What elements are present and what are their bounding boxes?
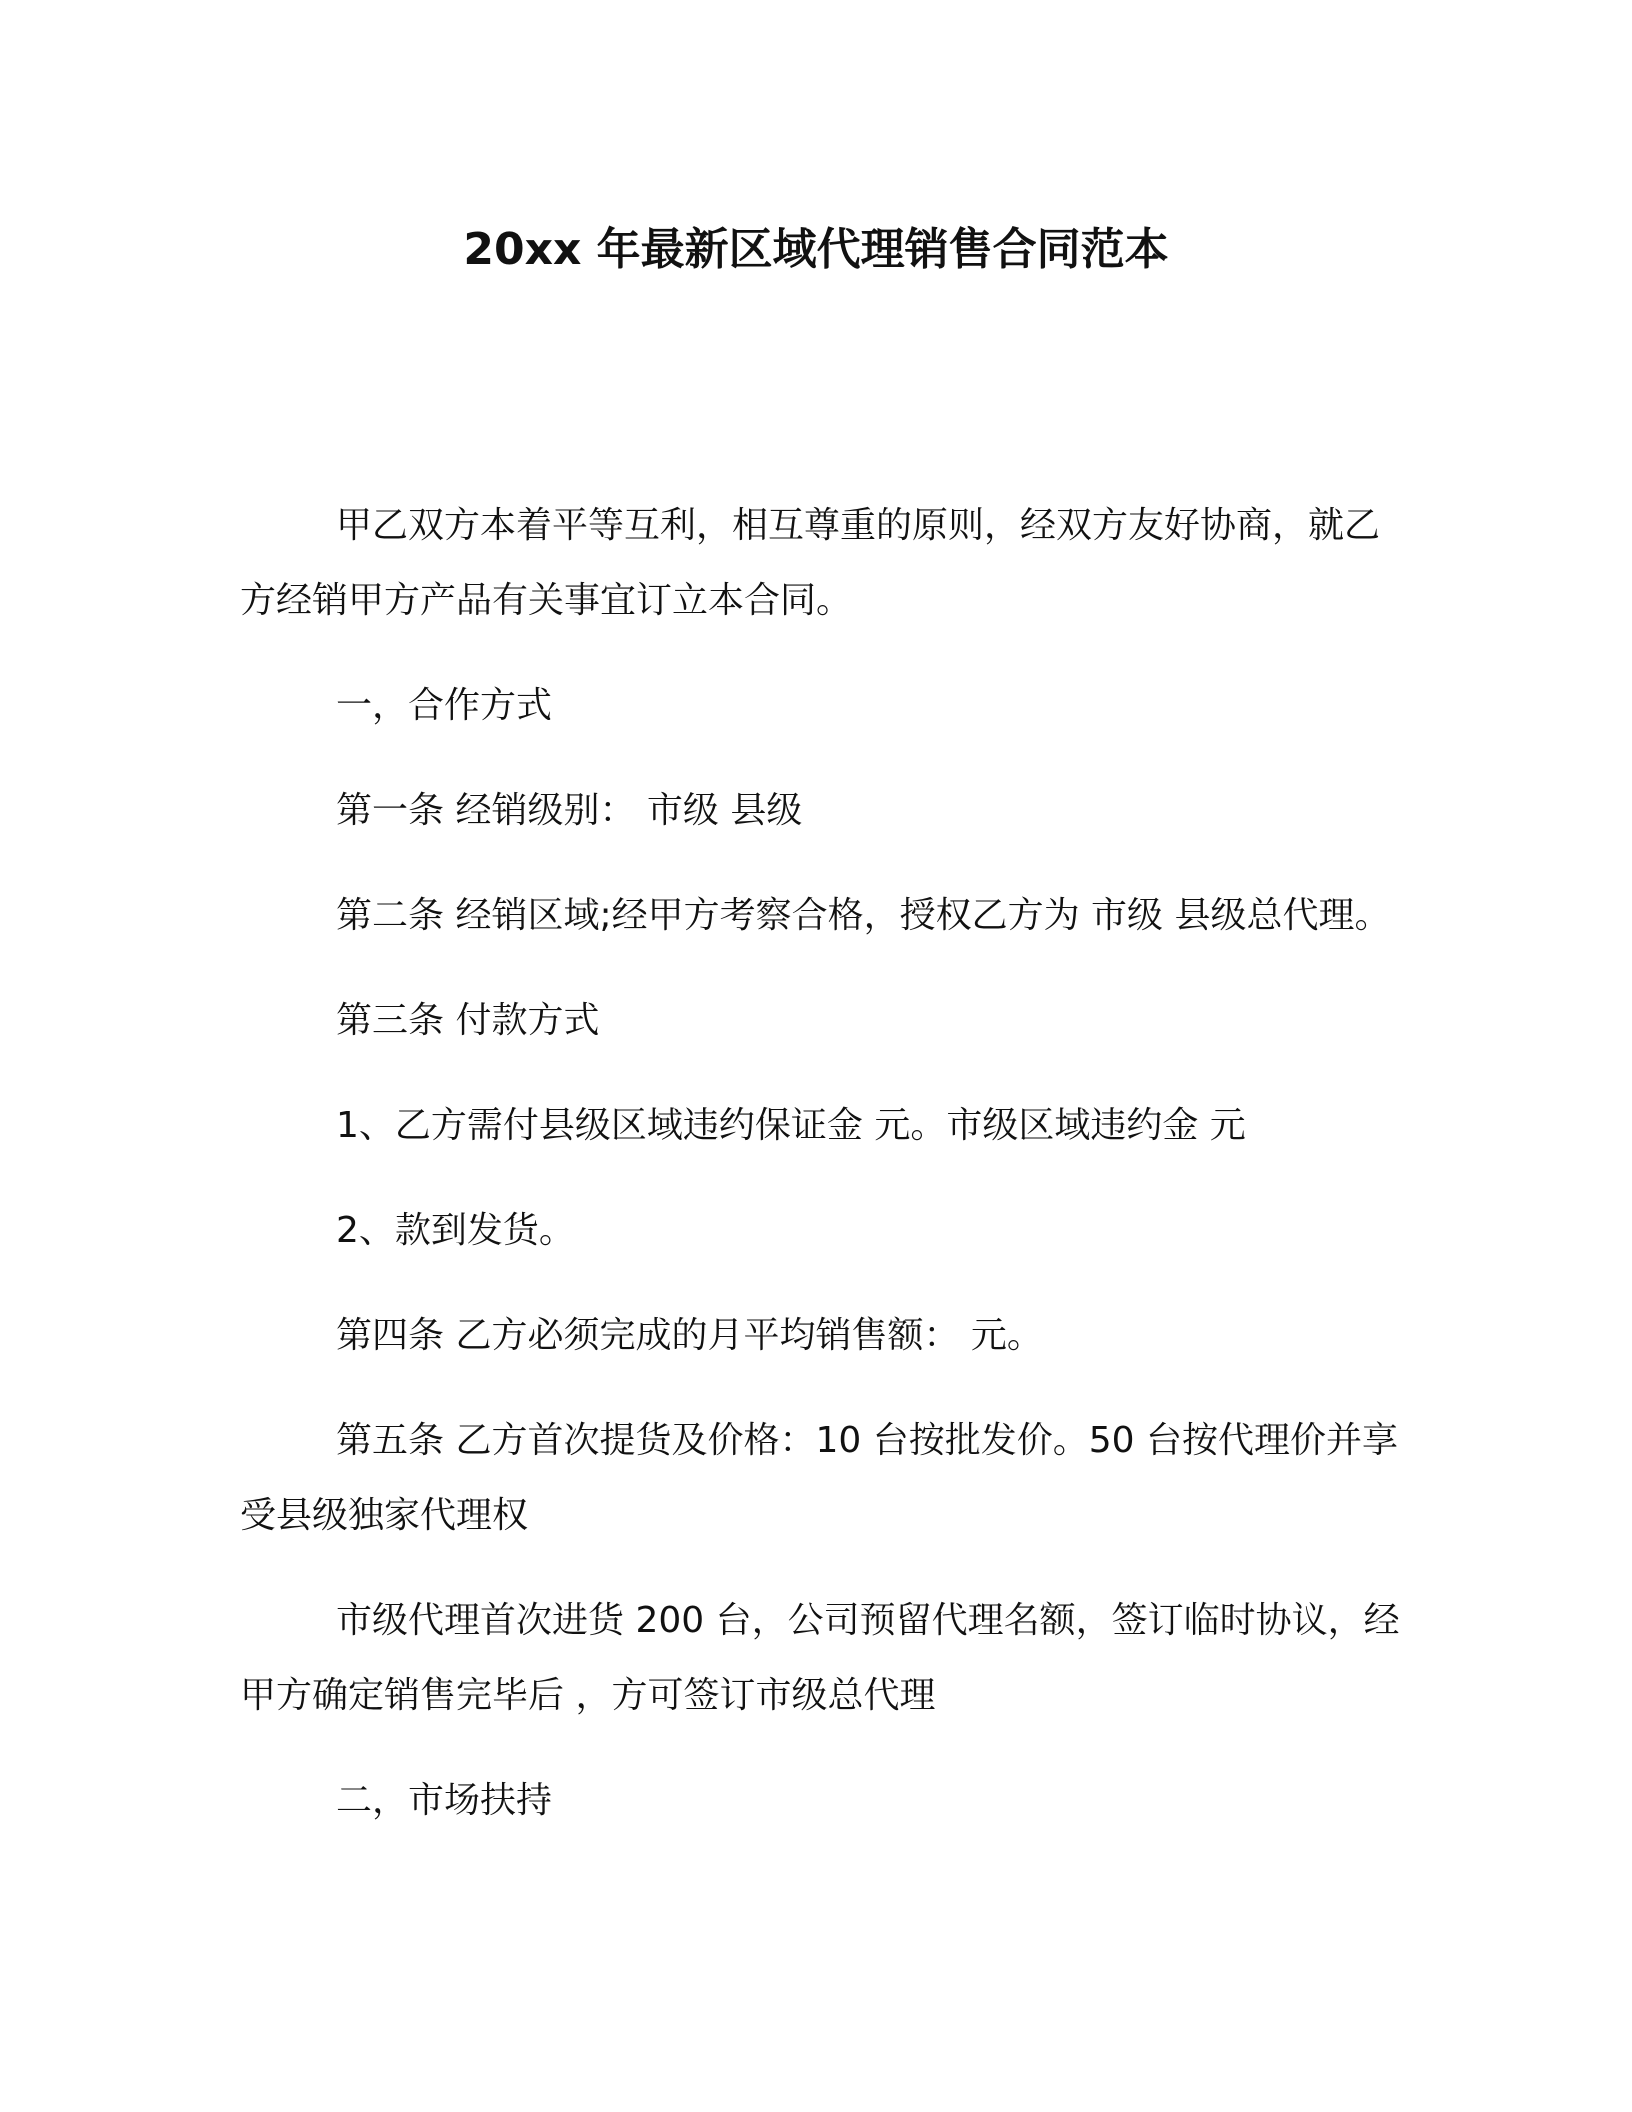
city-agent-paragraph: 市级代理首次进货 200 台，公司预留代理名额，签订临时协议，经甲方确定销售完毕后 ，方可签订市级总代理 — [240, 1600, 1400, 1716]
document-title: 20xx 年最新区域代理销售合同范本 — [463, 224, 1169, 275]
article-1: 第一条 经销级别： 市级 县级 — [336, 790, 803, 831]
article-4: 第四条 乙方必须完成的月平均销售额： 元。 — [336, 1315, 1043, 1356]
article-3-item-2: 2、款到发货。 — [336, 1210, 575, 1251]
article-3-item-1: 1、乙方需付县级区域违约保证金 元。市级区域违约金 元 — [336, 1105, 1246, 1146]
article-5: 第五条 乙方首次提货及价格：10 台按批发价。50 台按代理价并享受县级独家代理权 — [240, 1420, 1398, 1536]
article-2: 第二条 经销区域;经甲方考察合格，授权乙方为 市级 县级总代理。 — [336, 895, 1391, 936]
document-body — [240, 488, 1400, 1868]
article-3: 第三条 付款方式 — [336, 1000, 600, 1041]
intro-paragraph: 甲乙双方本着平等互利，相互尊重的原则，经双方友好协商，就乙方经销甲方产品有关事宜订立本合同。 — [240, 505, 1381, 621]
section-heading-cooperation: 一，合作方式 — [336, 685, 553, 726]
section-heading-market-support: 二，市场扶持 — [336, 1780, 553, 1821]
